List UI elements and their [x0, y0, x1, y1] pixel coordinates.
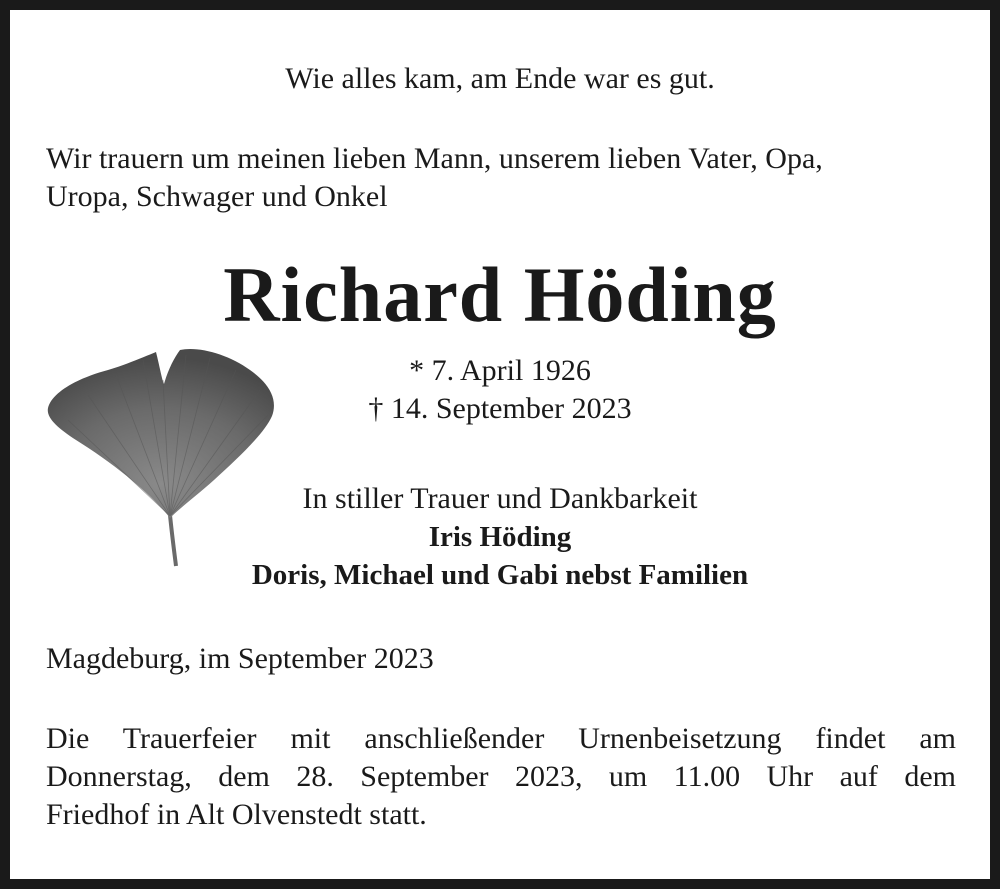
- intro-text: [46, 140, 966, 216]
- death-date: † 14. September 2023: [368, 392, 632, 425]
- mourner-spouse: Iris Höding: [428, 521, 572, 553]
- notice-line-2: Donnerstag, dem 28. September 2023, um 11.00 Uhr auf dem: [46, 760, 956, 793]
- deceased-name: Richard Höding: [223, 251, 777, 338]
- intro-line-2: Uropa, Schwager und Onkel: [46, 180, 388, 213]
- intro-line-1: Wir trauern um meinen lieben Mann, unserem lieben Vater, Opa,: [46, 142, 823, 175]
- birth-date: * 7. April 1926: [409, 354, 591, 387]
- notice-line-1: Die Trauerfeier mit anschließender Urnenbeisetzung findet am: [46, 722, 956, 755]
- place-date: Magdeburg, im September 2023: [46, 642, 434, 675]
- notice-line-3: Friedhof in Alt Olvenstedt statt.: [46, 798, 427, 831]
- mourners-intro: In stiller Trauer und Dankbarkeit: [302, 482, 698, 515]
- life-dates: [10, 352, 990, 428]
- mourner-family: Doris, Michael und Gabi nebst Familien: [251, 559, 749, 591]
- motto: Wie alles kam, am Ende war es gut.: [285, 62, 715, 95]
- mourners-block: [10, 480, 990, 594]
- funeral-notice: [46, 720, 956, 834]
